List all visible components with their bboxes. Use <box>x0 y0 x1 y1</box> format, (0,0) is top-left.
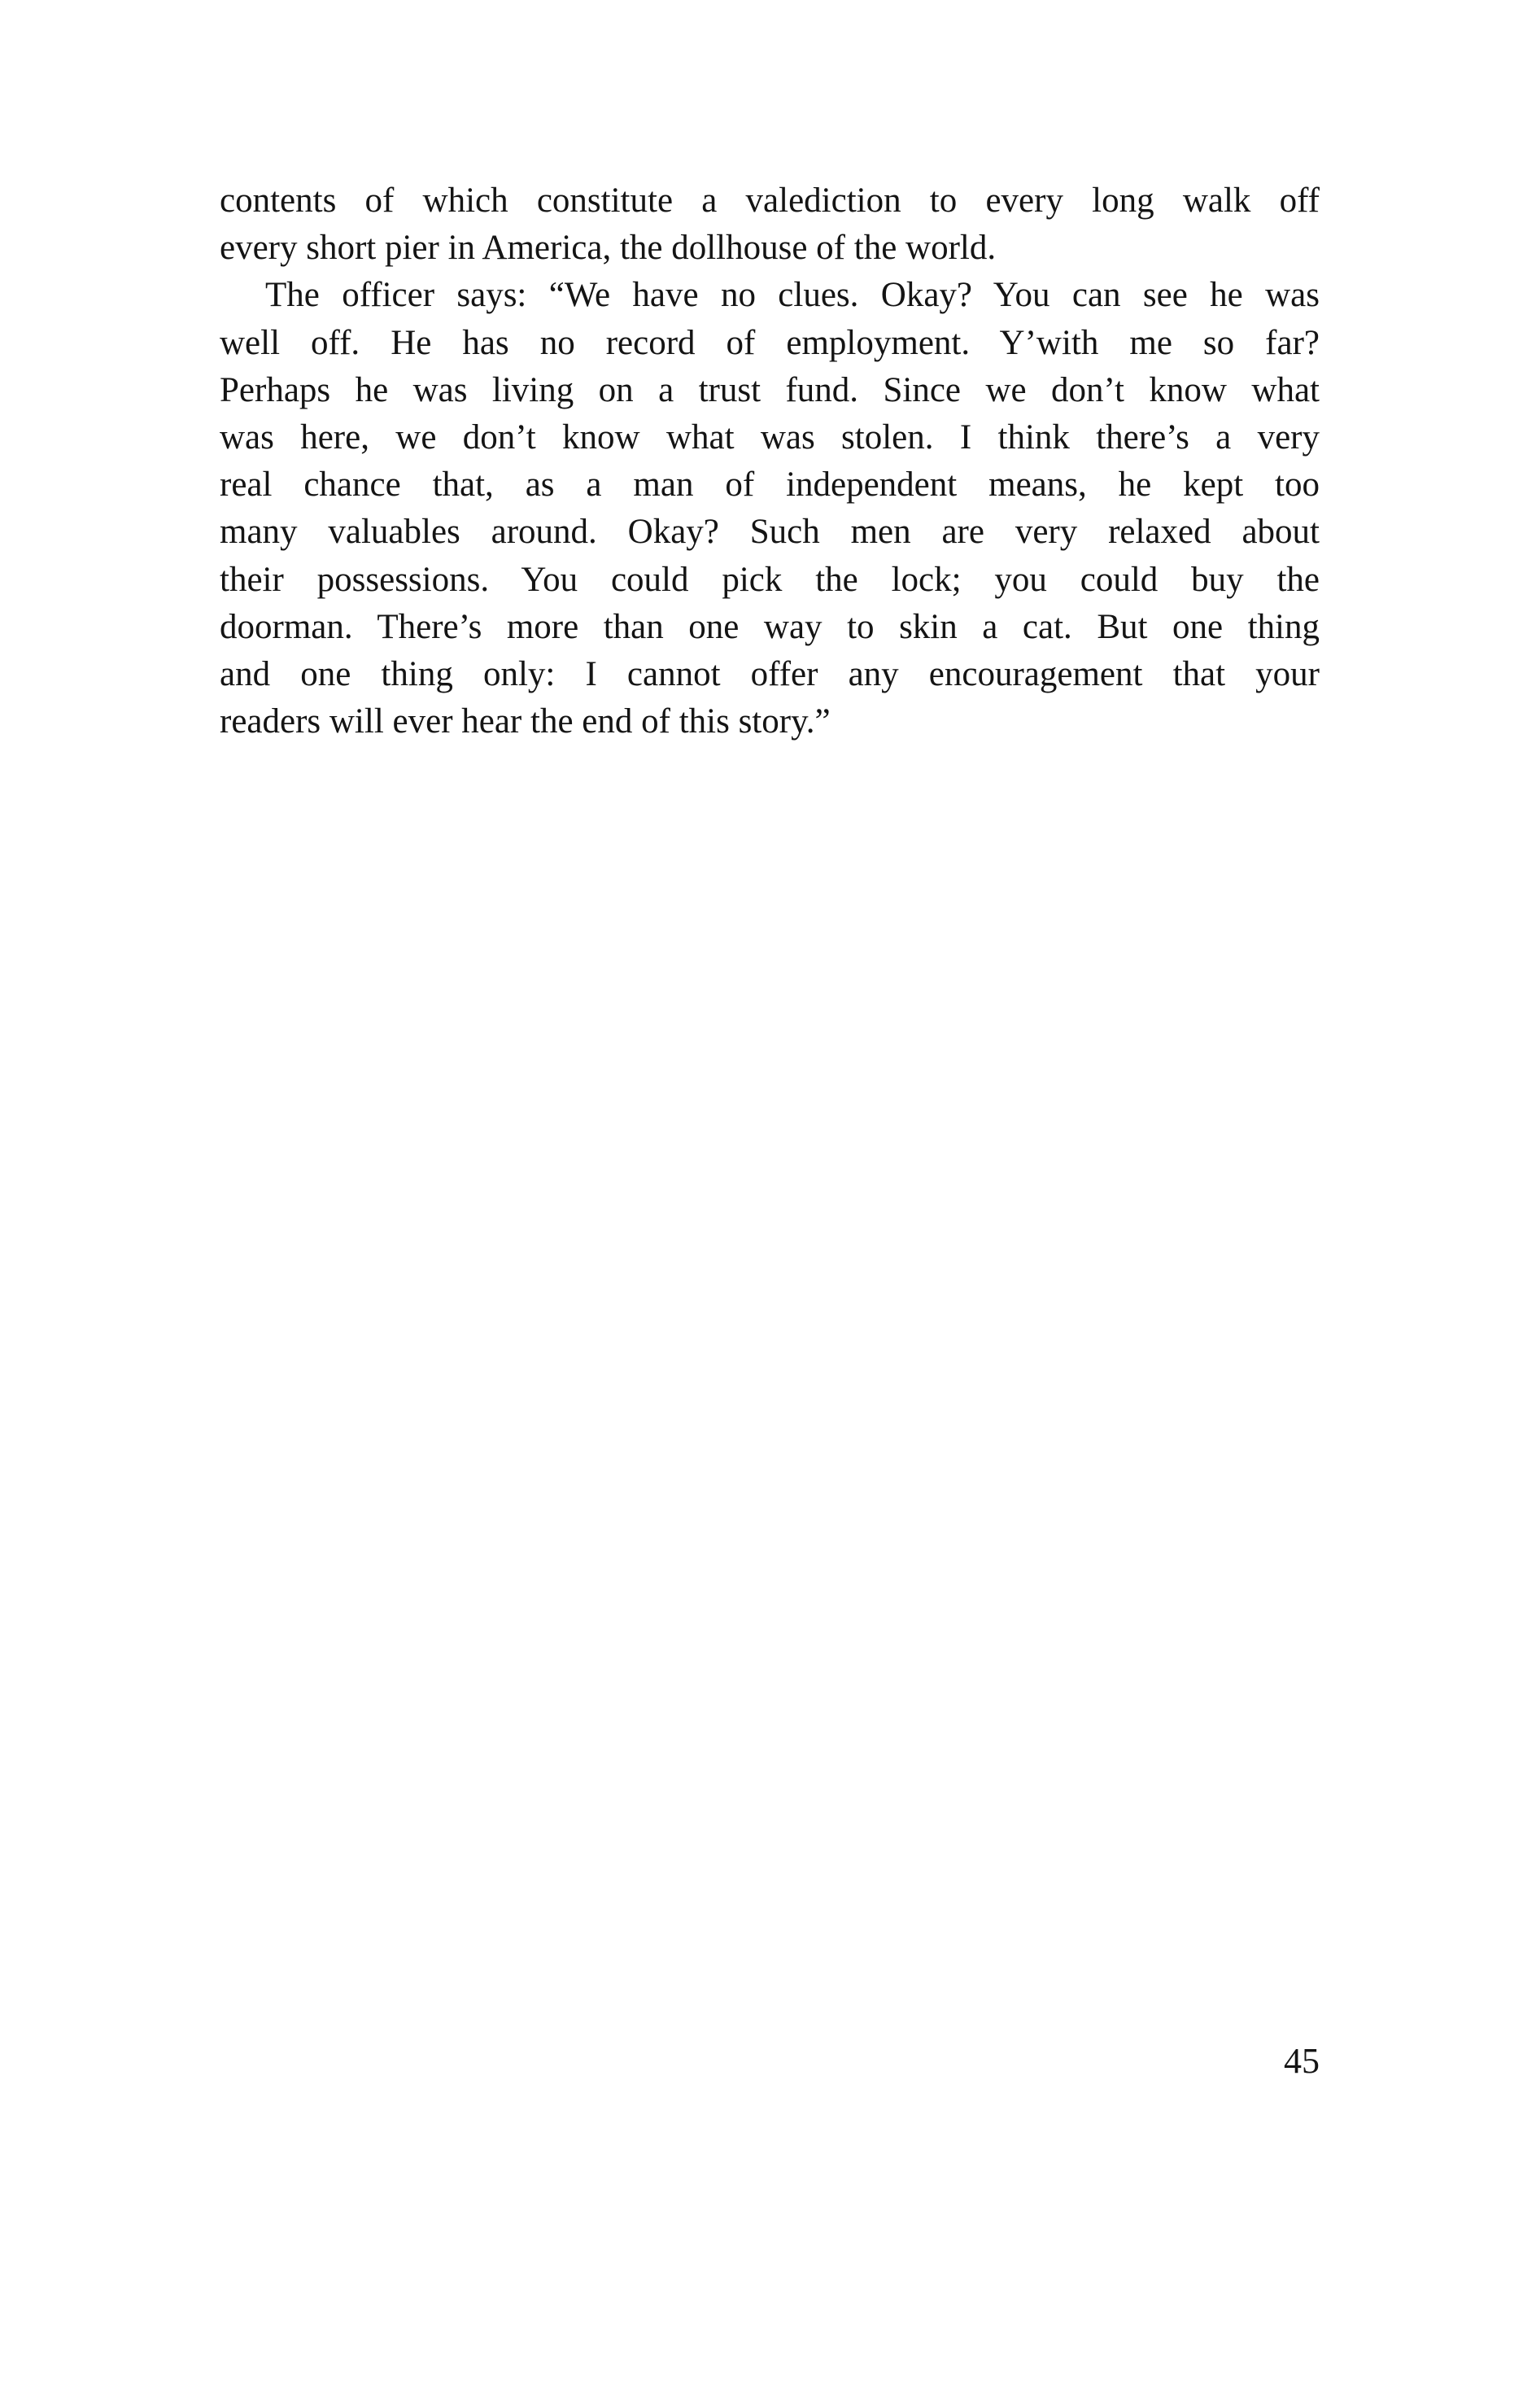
text-line: real chance that, as a man of independent means, he kept too <box>220 465 1320 505</box>
text-line: The officer says: “We have no clues. Okay? You can see he was <box>265 276 1320 315</box>
text-line: every short pier in America, the dollhouse of the world. <box>220 229 997 268</box>
text-line: Perhaps he was living on a trust fund. Since we don’t know what <box>220 370 1320 409</box>
text-line: readers will ever hear the end of this story.” <box>220 702 831 741</box>
text-line: doorman. There’s more than one way to skin a cat. But one thing <box>220 607 1320 646</box>
text-line: many valuables around. Okay? Such men are very relaxed about <box>220 513 1320 552</box>
text-line: their possessions. You could pick the lock; you could buy the <box>220 560 1320 599</box>
text-line: well off. He has no record of employment. Y’with me so far? <box>220 323 1320 362</box>
page-number: 45 <box>1284 2041 1320 2081</box>
text-line: contents of which constitute a valediction to every long walk off <box>220 181 1320 220</box>
text-line: and one thing only: I cannot offer any encouragement that your <box>220 654 1320 693</box>
body-text <box>220 177 1320 745</box>
text-line: was here, we don’t know what was stolen. I think there’s a very <box>220 417 1320 457</box>
